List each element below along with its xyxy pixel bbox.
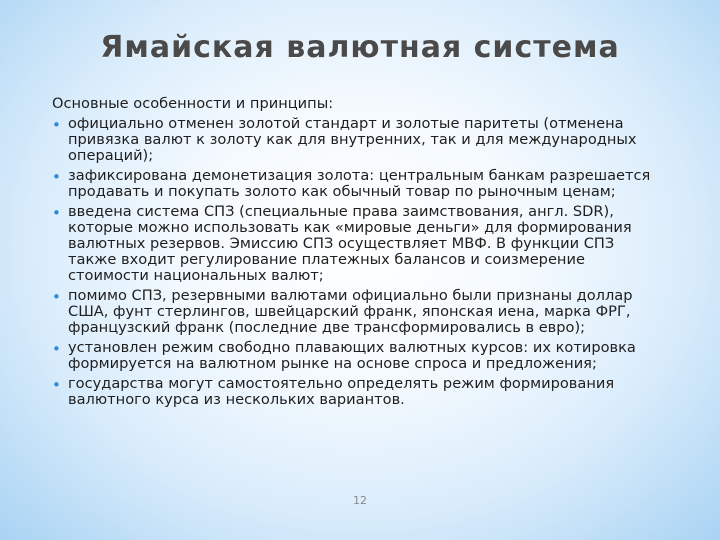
bullet-icon: • <box>52 204 61 222</box>
intro-text: Основные особенности и принципы: <box>52 95 334 112</box>
bullet-icon: • <box>52 376 61 394</box>
list-item-text: официально отменен золотой стандарт и золотые паритеты (отменена привязка валют к золоту как для внутренних, так и для международных операций); <box>68 115 637 164</box>
list-item-text: помимо СПЗ, резервными валютами официально были признаны доллар США, фунт стерлингов, швейцарский франк, японская иена, марка ФРГ, французский франк (последние две трансформировались в евро); <box>68 287 633 336</box>
bullet-icon: • <box>52 340 61 358</box>
list-item <box>52 116 658 164</box>
list-item <box>52 288 658 336</box>
list-item-text: зафиксирована демонетизация золота: центральным банкам разрешается продавать и покупать золото как обычный товар по рыночным ценам; <box>68 167 651 200</box>
list-item-text: установлен режим свободно плавающих валютных курсов: их котировка формируется на валютном рынке на основе спроса и предложения; <box>68 339 636 372</box>
page-number: 12 <box>353 494 367 507</box>
bullet-icon: • <box>52 168 61 186</box>
slide-title: Ямайская валютная система <box>100 30 620 65</box>
list-item <box>52 376 658 408</box>
list-item <box>52 340 658 372</box>
bullet-list <box>52 116 658 408</box>
list-item <box>52 168 658 200</box>
list-item-text: государства могут самостоятельно определять режим формирования валютного курса из нескольких вариантов. <box>68 375 615 408</box>
list-item-text: введена система СПЗ (специальные права заимствования, англ. SDR), которые можно использовать как «мировые деньги» для формирования валютных резервов. Эмиссию СПЗ осуществляет МВФ. В функции СПЗ также входит регулирование платежных балансов и соизмерение стоимости национальных валют; <box>68 203 632 284</box>
list-item <box>52 204 658 284</box>
slide-body <box>52 96 658 412</box>
bullet-icon: • <box>52 116 61 134</box>
bullet-icon: • <box>52 288 61 306</box>
